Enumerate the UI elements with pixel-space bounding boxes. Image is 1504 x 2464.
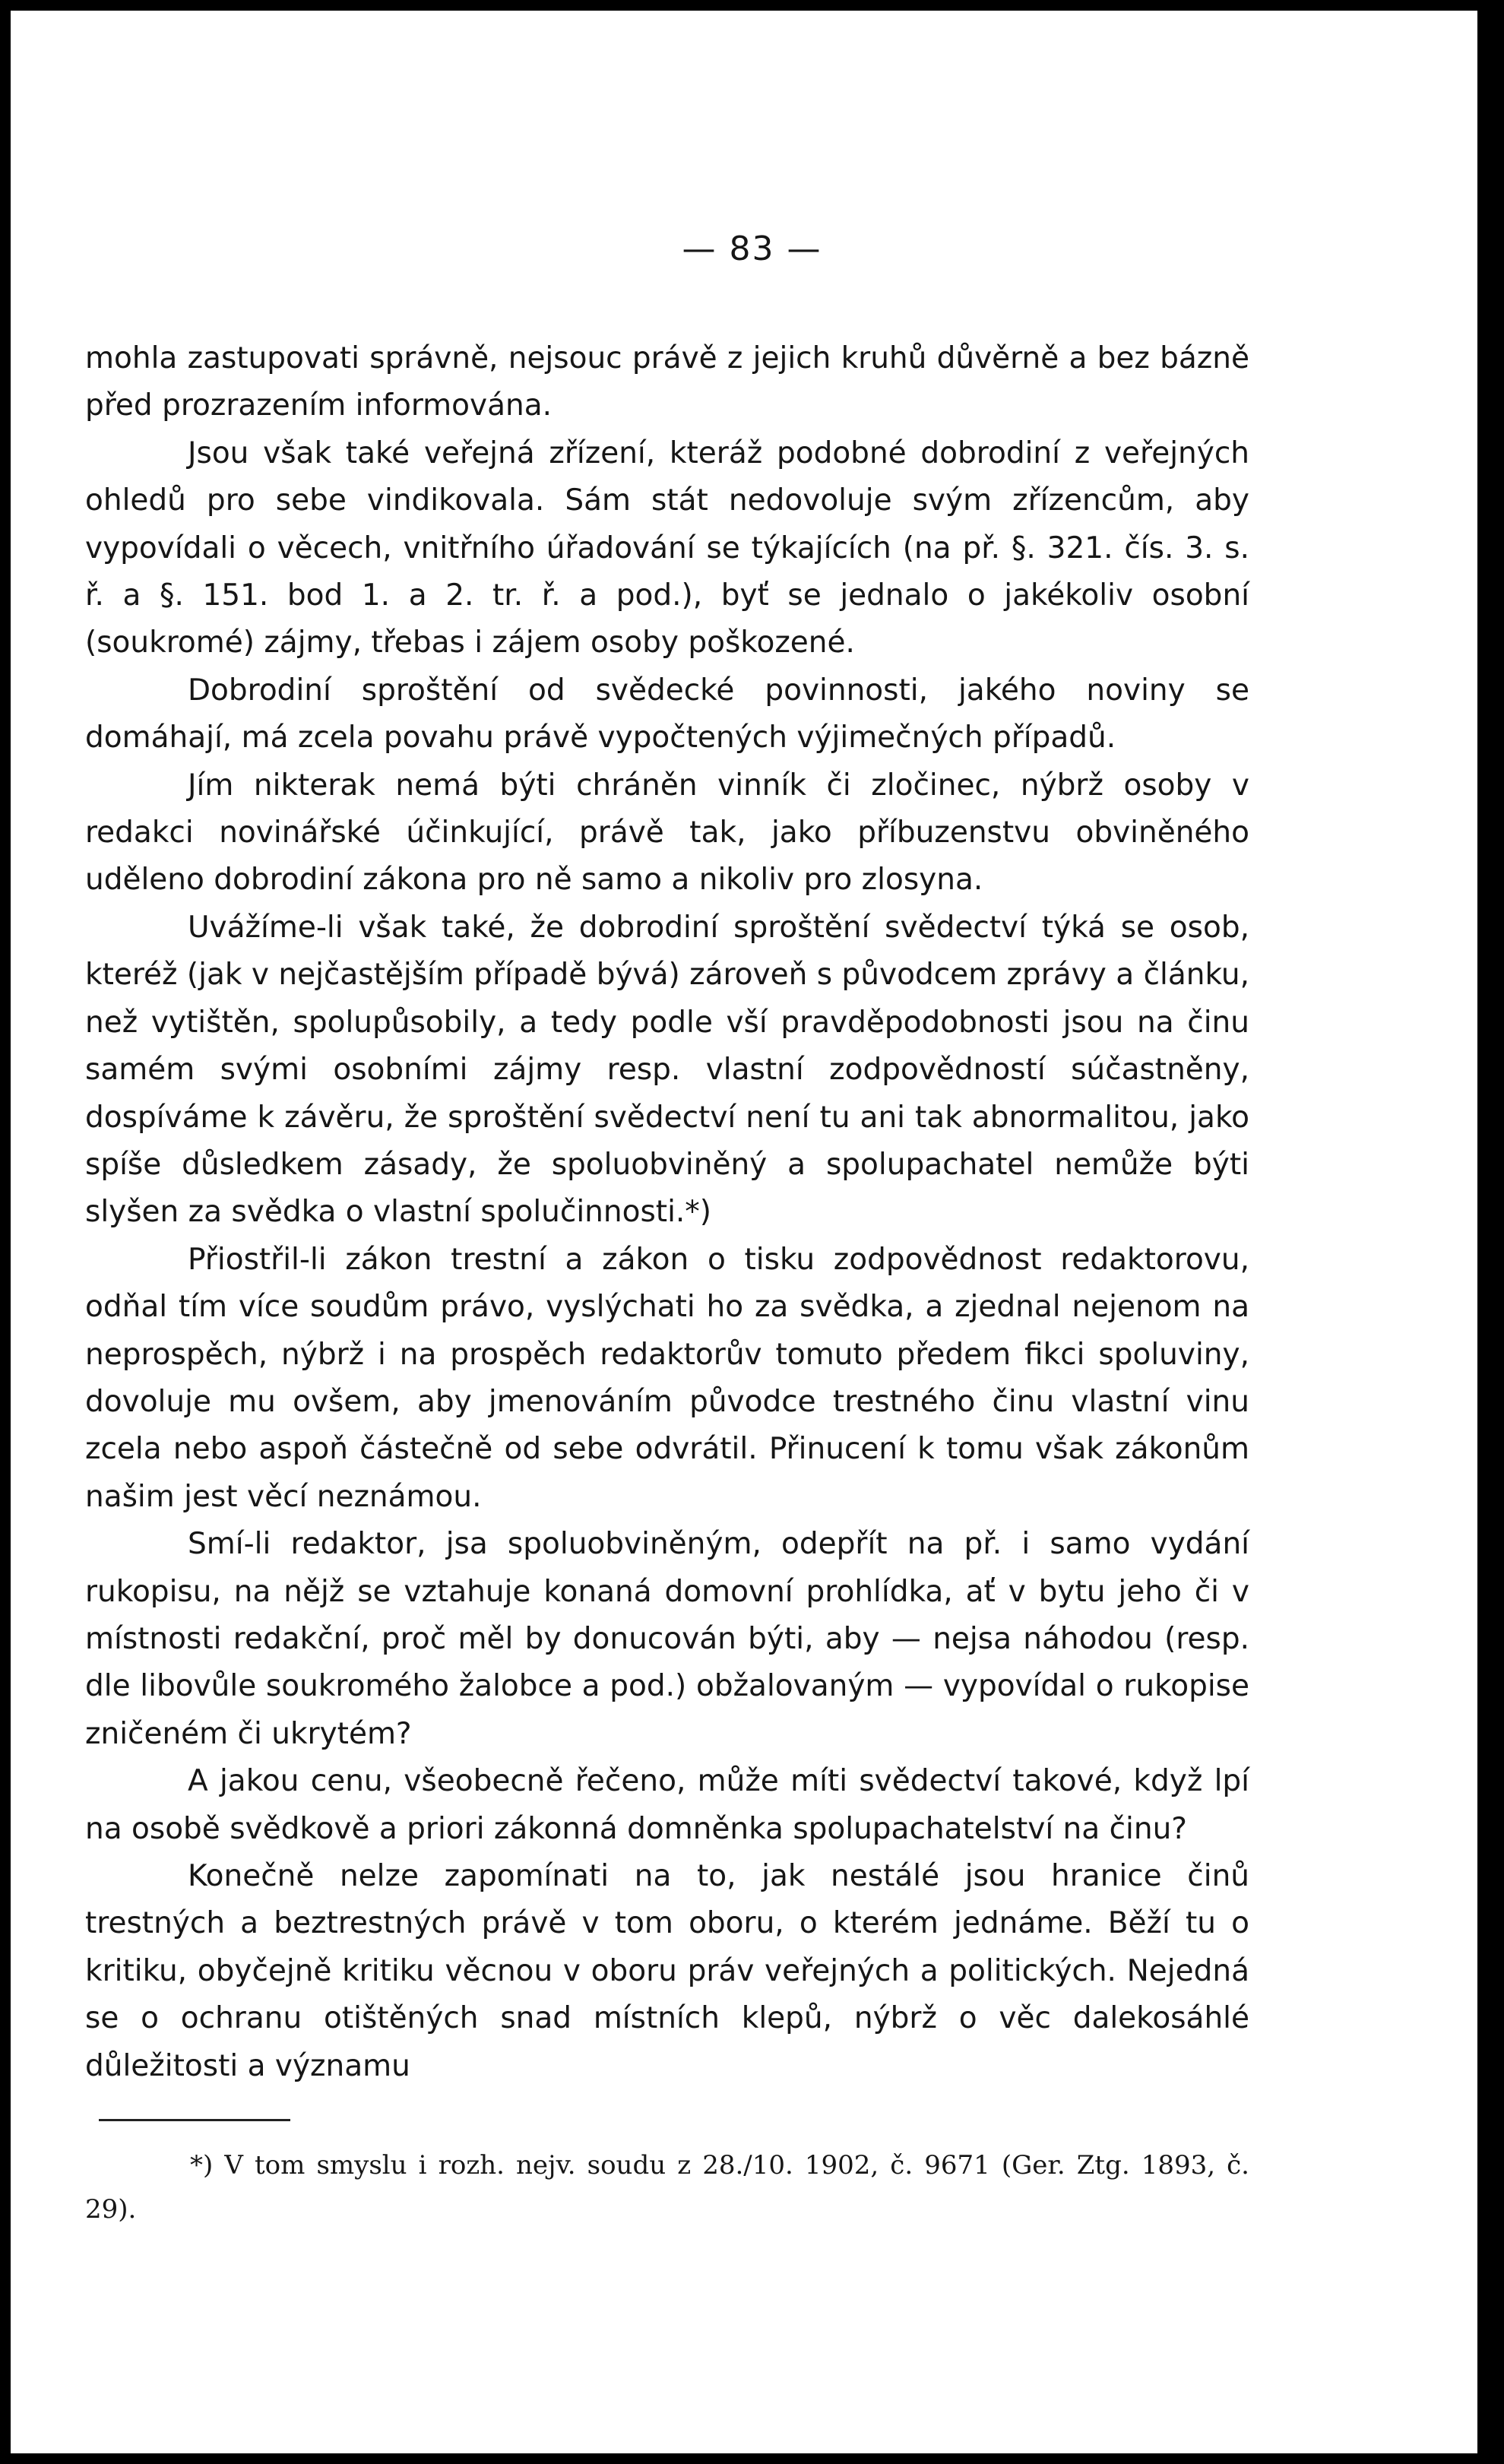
paragraph: Jsou však také veřejná zřízení, kteráž podobné dobrodiní z veřejných ohledů pro sebe vindikovala. Sám stát nedovoluje svým zřízencům, aby vypovídali o věcech, vnitřního úřadování se týkajících (na př. §. 321. čís. 3. s. ř. a §. 151. bod 1. a 2. tr. ř. a pod.), byť se jednalo o jakékoliv osobní (soukromé) zájmy, třebas i zájem osoby poškozené. (85, 435, 1249, 660)
footnote-text: *) V tom smyslu i rozh. nejv. soudu z 28./10. 1902, č. 9671 (Ger. Ztg. 1893, č. 29). (85, 2150, 1249, 2225)
paragraph: Přiostřil-li zákon trestní a zákon o tisku zodpovědnost redaktorovu, odňal tím více soudům právo, vyslýchati ho za svědka, a zjednal nejenom na neprospěch, nýbrž i na prospěch redaktorův tomuto předem fikci spoluviny, dovoluje mu ovšem, aby jmenováním původce trestného činu vlastní vinu zcela nebo aspoň částečně od sebe odvrátil. Přinucení k tomu však zákonům našim jest věcí neznámou. (85, 1242, 1249, 1514)
body-text (85, 335, 1249, 2090)
paragraph: Uvážíme-li však také, že dobrodiní sproštění svědectví týká se osob, kteréž (jak v nejčastějším případě bývá) zároveň s původcem zprávy a článku, než vytištěn, spolupůsobily, a tedy podle vší pravděpodobnosti jsou na činu samém svými osobními zájmy resp. vlastní zodpovědností súčastněny, dospíváme k závěru, že sproštění svědectví není tu ani tak abnormalitou, jako spíše důsledkem zásady, že spoluobviněný a spolupachatel nemůže býti slyšen za svědka o vlastní spolučinnosti.*) (85, 910, 1249, 1230)
scan-edge-shadow (1478, 0, 1504, 2464)
footnote-separator (99, 2119, 290, 2121)
paragraph: mohla zastupovati správně, nejsouc právě z jejich kruhů důvěrně a bez bázně před prozrazením informována. (85, 341, 1249, 423)
paragraph: Konečně nelze zapomínati na to, jak nestálé jsou hranice činů trestných a beztrestných právě v tom oboru, o kterém jednáme. Běží tu o kritiku, obyčejně kritiku věcnou v oboru práv veřejných a politických. Nejedná se o ochranu otištěných snad místních klepů, nýbrž o věc dalekosáhlé důležitosti a významu (85, 1859, 1249, 2083)
footnote (85, 2143, 1249, 2231)
page-number: — 83 — (682, 230, 822, 268)
paragraph: A jakou cenu, všeobecně řečeno, může míti svědectví takové, když lpí na osobě svědkově a priori zákonná domněnka spolupachatelství na činu? (85, 1764, 1249, 1846)
paragraph: Dobrodiní sproštění od svědecké povinnosti, jakého noviny se domáhají, má zcela povahu právě vypočtených výjimečných případů. (85, 673, 1249, 755)
paragraph: Jím nikterak nemá býti chráněn vinník či zločinec, nýbrž osoby v redakci novinářské účinkující, právě tak, jako příbuzenstvu obviněného uděleno dobrodiní zákona pro ně samo a nikoliv pro zlosyna. (85, 768, 1249, 898)
paragraph: Smí-li redaktor, jsa spoluobviněným, odepřít na př. i samo vydání rukopisu, na nějž se vztahuje konaná domovní prohlídka, ať v bytu jeho či v místnosti redakční, proč měl by donucován býti, aby — nejsa náhodou (resp. dle libovůle soukromého žalobce a pod.) obžalovaným — vypovídal o rukopise zničeném či ukrytém? (85, 1527, 1249, 1751)
